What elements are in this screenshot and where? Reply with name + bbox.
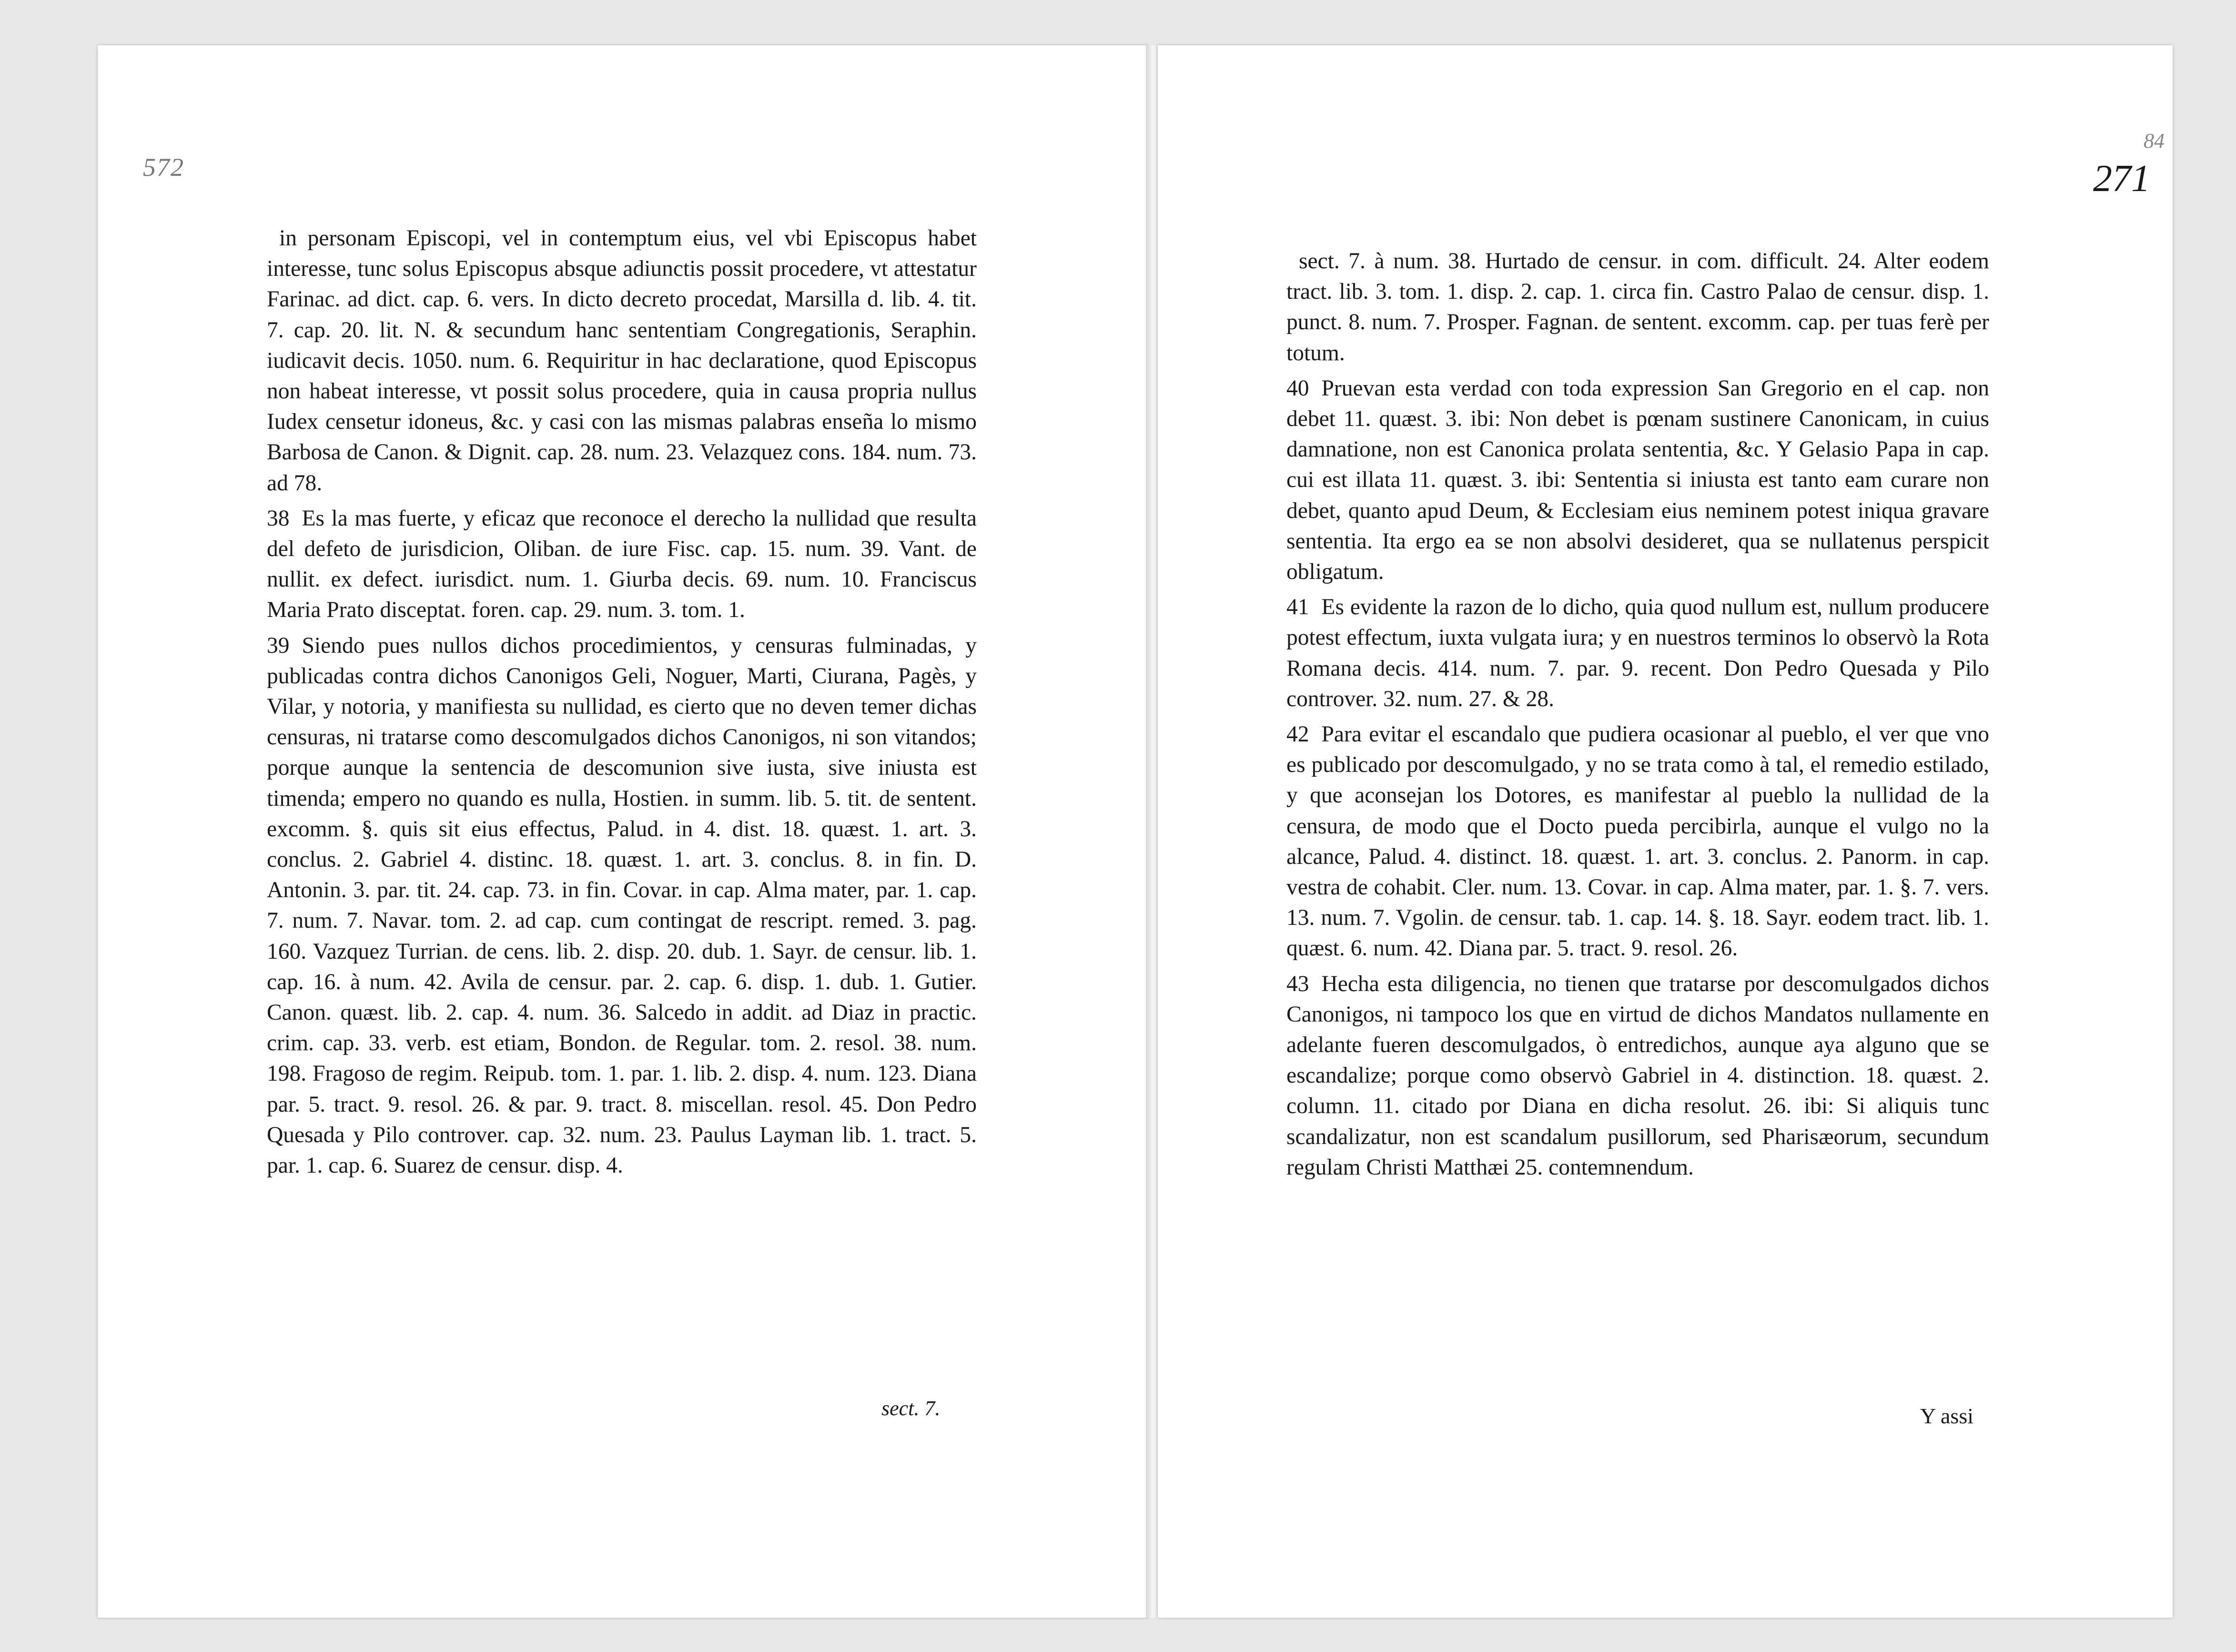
paragraph-text: Hecha esta diligencia, no tienen que tratarse por descomulgados dichos Canonigos, ni tampoco los que en virtud de dichos Mandatos nullamente en adelante fueren descomulgados, ò entredichos, aunque aya alguno que se escandalize; porque como observò Gabriel in 4. distinction. 18. quæst. 2. column. 11. citado por Diana en dicha resolut. 26. ibi: Si aliquis tunc scandalizatur, non est scandalum pusillorum, sed Pharisæorum, secundum regulam Christi Matthæi 25. contemnendum. (1286, 971, 1989, 1180)
paragraph-number: 43 (1286, 971, 1309, 996)
paragraph-number: 38 (267, 506, 290, 531)
paragraph-number: 41 (1286, 595, 1309, 620)
paragraph-42 (1286, 719, 1989, 964)
paragraph-39 (267, 630, 977, 1181)
paragraph-continuation (267, 223, 977, 498)
paragraph-38 (267, 503, 977, 626)
catchword-left: sect. 7. (881, 1397, 941, 1420)
pencil-folio-number: 84 (2144, 129, 2165, 152)
paragraph-number: 42 (1286, 722, 1309, 747)
paragraph-41 (1286, 592, 1989, 714)
paragraph-text: Es la mas fuerte, y eficaz que reconoce el derecho la nullidad que resulta del defeto de jurisdicion, Oliban. de iure Fisc. cap. 15. num. 39. Vant. de nullit. ex defect. iurisdict. num. 1. Giurba decis. 69. num. 10. Franciscus Maria Prato disceptat. foren. cap. 29. num. 3. tom. 1. (267, 506, 977, 623)
paragraph-continuation (1286, 246, 1989, 368)
paragraph-text: in personam Episcopi, vel in contemptum eius, vel vbi Episcopus habet interesse, tunc solus Episcopus absque adiunctis possit procedere, vt attestatur Farinac. ad dict. cap. 6. vers. In dicto decreto procedat, Marsilla d. lib. 4. tit. 7. cap. 20. lit. N. & secundum hanc sententiam Congregationis, Seraphin. iudicavit decis. 1050. num. 6. Requiritur in hac declaratione, quod Episcopus non habeat interesse, vt possit solus procedere, quia in causa propria nullus Iudex censetur idoneus, &c. y casi con las mismas palabras enseña lo mismo Barbosa de Canon. & Dignit. cap. 28. num. 23. Velazquez cons. 184. num. 73. ad 78. (267, 226, 977, 496)
catchword-right: Y assi (1920, 1404, 1974, 1428)
paragraph-text: sect. 7. à num. 38. Hurtado de censur. in com. difficult. 24. Alter eodem tract. lib. 3. tom. 1. disp. 2. cap. 1. circa fin. Castro Palao de censur. disp. 1. punct. 8. num. 7. Prosper. Fagnan. de sentent. excomm. cap. per tuas ferè per totum. (1286, 249, 1989, 365)
paragraph-text: Es evidente la razon de lo dicho, quia quod nullum est, nullum producere potest effectum, iuxta vulgata iura; y en nuestros terminos lo observò la Rota Romana decis. 414. num. 7. par. 9. recent. Don Pedro Quesada y Pilo controver. 32. num. 27. & 28. (1286, 595, 1989, 711)
left-text-column (267, 223, 977, 1181)
paragraph-text: Siendo pues nullos dichos procedimientos, y censuras fulminadas, y publicadas contra dichos Canonigos Geli, Noguer, Marti, Ciurana, Pagès, y Vilar, y notoria, y manifiesta su nullidad, es cierto que no deven temer dichas censuras, ni tratarse como descomulgados dichos Canonigos, ni son vitandos; porque aunque la sentencia de descomunion sive iusta, sive iniusta est timenda; empero no quando es nulla, Hostien. in summ. lib. 5. tit. de sentent. excomm. §. quis sit eius effectus, Palud. in 4. dist. 18. quæst. 1. art. 3. conclus. 2. Gabriel 4. distinc. 18. quæst. 1. art. 3. conclus. 8. in fin. D. Antonin. 3. par. tit. 24. cap. 73. in fin. Covar. in cap. Alma mater, par. 1. cap. 7. num. 7. Navar. tom. 2. ad cap. cum contingat de rescript. remed. 3. pag. 160. Vazquez Turrian. de cens. lib. 2. disp. 20. dub. 1. Sayr. de censur. lib. 1. cap. 16. à num. 42. Avila de censur. par. 2. cap. 6. disp. 1. dub. 1. Gutier. Canon. quæst. lib. 2. cap. 4. num. 36. Salcedo in addit. ad Diaz in practic. crim. cap. 33. verb. est etiam, Bondon. de Regular. tom. 2. resol. 38. num. 198. Fragoso de regim. Reipub. tom. 1. par. 1. lib. 2. disp. 4. num. 123. Diana par. 5. tract. 9. resol. 26. & par. 9. tract. 8. miscellan. resol. 45. Don Pedro Quesada y Pilo controver. cap. 32. num. 23. Paulus Layman lib. 1. tract. 5. par. 1. cap. 6. Suarez de censur. disp. 4. (267, 633, 977, 1178)
paragraph-43 (1286, 969, 1989, 1183)
paragraph-text: Para evitar el escandalo que pudiera ocasionar al pueblo, el ver que vno es publicado por descomulgado, y no se trata como à tal, el remedio estilado, y que aconsejan los Dotores, es manifestar al pueblo la nullidad de la censura, de modo que el Docto pueda percibirla, aunque el vulgo no la alcance, Palud. 4. distinct. 18. quæst. 1. art. 3. conclus. 2. Panorm. in cap. vestra de cohabit. Cler. num. 13. Covar. in cap. Alma mater, par. 1. §. 7. vers. 13. num. 7. Vgolin. de censur. tab. 1. cap. 14. §. 18. Sayr. eodem tract. lib. 1. quæst. 6. num. 42. Diana par. 5. tract. 9. resol. 26. (1286, 722, 1989, 961)
right-text-column (1286, 246, 1989, 1183)
paragraph-number: 40 (1286, 375, 1309, 401)
paragraph-40 (1286, 373, 1989, 587)
paragraph-text: Pruevan esta verdad con toda expression San Gregorio en el cap. non debet 11. quæst. 3. ibi: Non debet is pœnam sustinere Canonicam, in cuius damnatione, non est Canonica prolata sententia, &c. Y Gelasio Papa in cap. cui est illata 11. quæst. 3. ibi: Sententia si iniusta est tanto eam curare non debet, quanto apud Deum, & Ecclesiam eius neminem potest iniqua gravare sententia. Ita ergo ea se non absolvi desideret, qua se nullatenus perspicit obligatum. (1286, 375, 1989, 585)
folio-number: 271 (2093, 158, 2150, 200)
paragraph-number: 39 (267, 633, 290, 658)
corner-mark: 572 (143, 153, 184, 182)
